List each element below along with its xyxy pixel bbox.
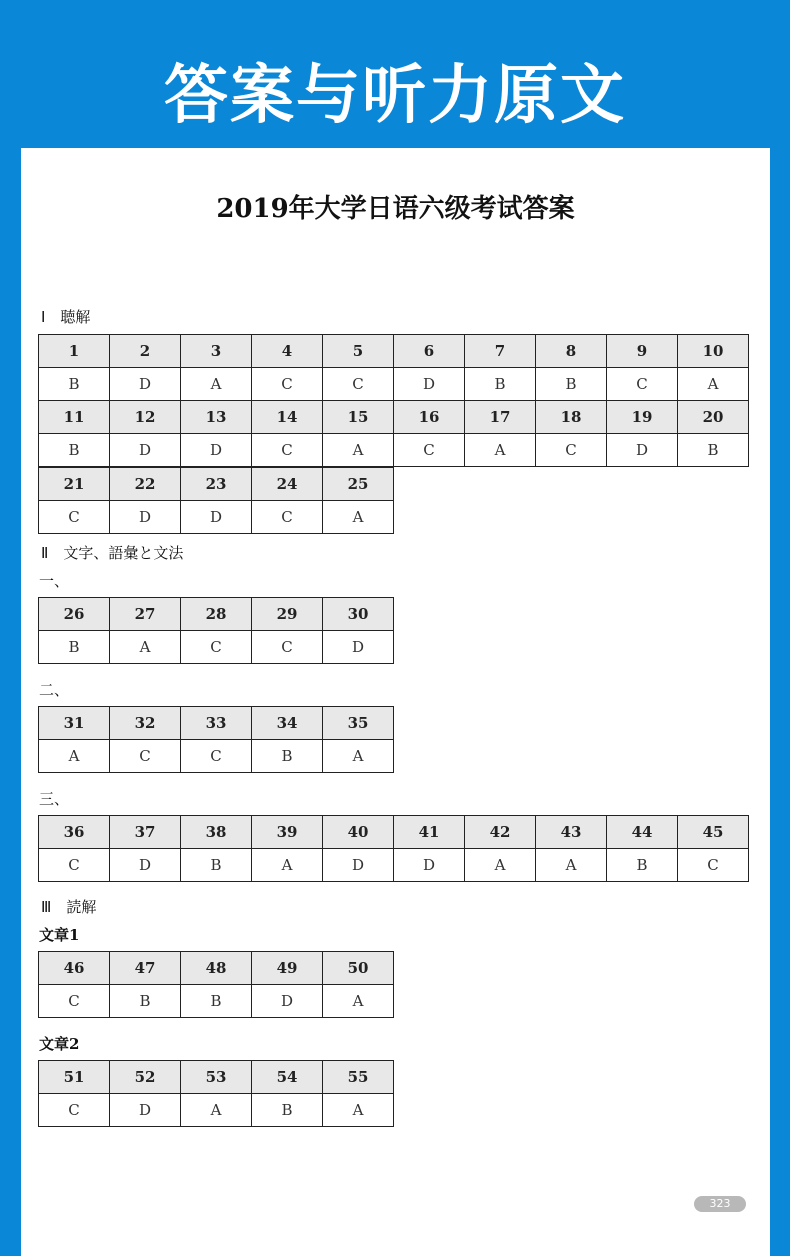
question-number-cell: 41	[394, 816, 465, 849]
part-1-label: 一、	[39, 572, 70, 590]
answer-cell: A	[323, 1094, 394, 1127]
question-number-row	[39, 468, 394, 501]
answer-cell: C	[39, 501, 110, 534]
answer-cell: B	[607, 849, 678, 882]
answer-cell: D	[110, 849, 181, 882]
text-1-label: 文章1	[39, 926, 80, 944]
answer-cell: B	[39, 368, 110, 401]
answer-table	[38, 597, 394, 664]
question-number-cell: 21	[39, 468, 110, 501]
answer-row	[39, 631, 394, 664]
question-number-cell: 34	[252, 707, 323, 740]
answer-row	[39, 368, 749, 401]
question-number-row	[39, 598, 394, 631]
question-number-cell: 30	[323, 598, 394, 631]
question-number-cell: 38	[181, 816, 252, 849]
question-number-cell: 51	[39, 1061, 110, 1094]
answer-row	[39, 1094, 394, 1127]
question-number-cell: 12	[110, 401, 181, 434]
question-number-row	[39, 1061, 394, 1094]
question-number-cell: 33	[181, 707, 252, 740]
question-number-cell: 44	[607, 816, 678, 849]
answer-table	[38, 467, 394, 534]
question-number-cell: 53	[181, 1061, 252, 1094]
question-number-cell: 15	[323, 401, 394, 434]
answer-table	[38, 1060, 394, 1127]
answer-row	[39, 849, 749, 882]
question-number-cell: 25	[323, 468, 394, 501]
question-number-cell: 32	[110, 707, 181, 740]
section-1-heading: Ⅰ 聴解	[41, 308, 91, 326]
answer-cell: B	[39, 434, 110, 467]
answer-cell: C	[252, 434, 323, 467]
question-number-cell: 8	[536, 335, 607, 368]
question-number-cell: 46	[39, 952, 110, 985]
answer-cell: C	[181, 740, 252, 773]
text-2-label: 文章2	[39, 1035, 80, 1053]
answer-cell: D	[607, 434, 678, 467]
question-number-cell: 37	[110, 816, 181, 849]
answer-cell: C	[181, 631, 252, 664]
answer-cell: A	[181, 1094, 252, 1127]
question-number-cell: 23	[181, 468, 252, 501]
answer-cell: B	[465, 368, 536, 401]
question-number-cell: 20	[678, 401, 749, 434]
answer-cell: A	[465, 434, 536, 467]
question-number-cell: 7	[465, 335, 536, 368]
answer-cell: C	[607, 368, 678, 401]
answer-row	[39, 985, 394, 1018]
question-number-cell: 27	[110, 598, 181, 631]
question-number-cell: 55	[323, 1061, 394, 1094]
question-number-cell: 24	[252, 468, 323, 501]
answer-cell: D	[394, 368, 465, 401]
answer-cell: C	[678, 849, 749, 882]
answer-cell: D	[394, 849, 465, 882]
answer-cell: A	[323, 740, 394, 773]
question-number-cell: 6	[394, 335, 465, 368]
question-number-row	[39, 952, 394, 985]
question-number-cell: 35	[323, 707, 394, 740]
banner-title: 答案与听力原文	[164, 59, 626, 133]
answer-cell: C	[394, 434, 465, 467]
question-number-cell: 22	[110, 468, 181, 501]
question-number-cell: 17	[465, 401, 536, 434]
question-number-cell: 14	[252, 401, 323, 434]
answer-cell: B	[678, 434, 749, 467]
section-2-heading: Ⅱ 文字、語彙と文法	[41, 544, 184, 562]
question-number-cell: 18	[536, 401, 607, 434]
section-3-heading: Ⅲ 読解	[41, 898, 97, 916]
question-number-cell: 11	[39, 401, 110, 434]
question-number-cell: 29	[252, 598, 323, 631]
answer-cell: C	[39, 985, 110, 1018]
answer-cell: D	[323, 849, 394, 882]
answer-cell: C	[536, 434, 607, 467]
question-number-cell: 31	[39, 707, 110, 740]
answer-cell: B	[252, 1094, 323, 1127]
question-number-cell: 5	[323, 335, 394, 368]
answer-row	[39, 434, 749, 467]
answer-cell: D	[181, 501, 252, 534]
part-2-label: 二、	[39, 681, 70, 699]
answer-cell: C	[39, 849, 110, 882]
answer-cell: A	[536, 849, 607, 882]
answer-cell: A	[39, 740, 110, 773]
answer-cell: D	[323, 631, 394, 664]
answer-cell: D	[252, 985, 323, 1018]
answer-cell: B	[110, 985, 181, 1018]
part-3-label: 三、	[39, 790, 70, 808]
question-number-cell: 10	[678, 335, 749, 368]
answer-cell: A	[323, 434, 394, 467]
question-number-cell: 19	[607, 401, 678, 434]
answer-table	[38, 706, 394, 773]
answer-cell: B	[181, 849, 252, 882]
question-number-cell: 2	[110, 335, 181, 368]
question-number-cell: 28	[181, 598, 252, 631]
answer-cell: C	[323, 368, 394, 401]
question-number-cell: 4	[252, 335, 323, 368]
answer-table	[38, 815, 749, 882]
answer-cell: D	[110, 1094, 181, 1127]
answer-cell: A	[110, 631, 181, 664]
question-number-row	[39, 816, 749, 849]
answer-table	[38, 951, 394, 1018]
question-number-cell: 39	[252, 816, 323, 849]
answer-cell: B	[39, 631, 110, 664]
answer-row	[39, 501, 394, 534]
question-number-cell: 1	[39, 335, 110, 368]
question-number-cell: 26	[39, 598, 110, 631]
answer-cell: C	[252, 631, 323, 664]
answer-cell: B	[252, 740, 323, 773]
answer-row	[39, 740, 394, 773]
answer-cell: D	[110, 368, 181, 401]
answer-cell: A	[323, 501, 394, 534]
question-number-cell: 36	[39, 816, 110, 849]
answer-cell: A	[678, 368, 749, 401]
answer-cell: C	[39, 1094, 110, 1127]
question-number-cell: 42	[465, 816, 536, 849]
question-number-cell: 49	[252, 952, 323, 985]
answer-cell: D	[110, 501, 181, 534]
answer-table	[38, 400, 749, 467]
answer-cell: D	[181, 434, 252, 467]
question-number-cell: 16	[394, 401, 465, 434]
answer-cell: A	[181, 368, 252, 401]
answer-cell: C	[110, 740, 181, 773]
answer-cell: A	[252, 849, 323, 882]
document-title: 2019年大学日语六级考试答案	[216, 194, 575, 224]
question-number-cell: 9	[607, 335, 678, 368]
answer-cell: D	[110, 434, 181, 467]
page-number-badge: 323	[694, 1196, 746, 1212]
question-number-row	[39, 707, 394, 740]
question-number-row	[39, 335, 749, 368]
answer-cell: B	[536, 368, 607, 401]
question-number-row	[39, 401, 749, 434]
question-number-cell: 43	[536, 816, 607, 849]
question-number-cell: 47	[110, 952, 181, 985]
question-number-cell: 40	[323, 816, 394, 849]
answer-sheet-page	[21, 148, 770, 1256]
answer-cell: C	[252, 368, 323, 401]
answer-cell: B	[181, 985, 252, 1018]
question-number-cell: 3	[181, 335, 252, 368]
question-number-cell: 54	[252, 1061, 323, 1094]
answer-cell: C	[252, 501, 323, 534]
answer-cell: A	[465, 849, 536, 882]
question-number-cell: 52	[110, 1061, 181, 1094]
answer-table	[38, 334, 749, 401]
answer-cell: A	[323, 985, 394, 1018]
question-number-cell: 48	[181, 952, 252, 985]
question-number-cell: 50	[323, 952, 394, 985]
question-number-cell: 45	[678, 816, 749, 849]
question-number-cell: 13	[181, 401, 252, 434]
